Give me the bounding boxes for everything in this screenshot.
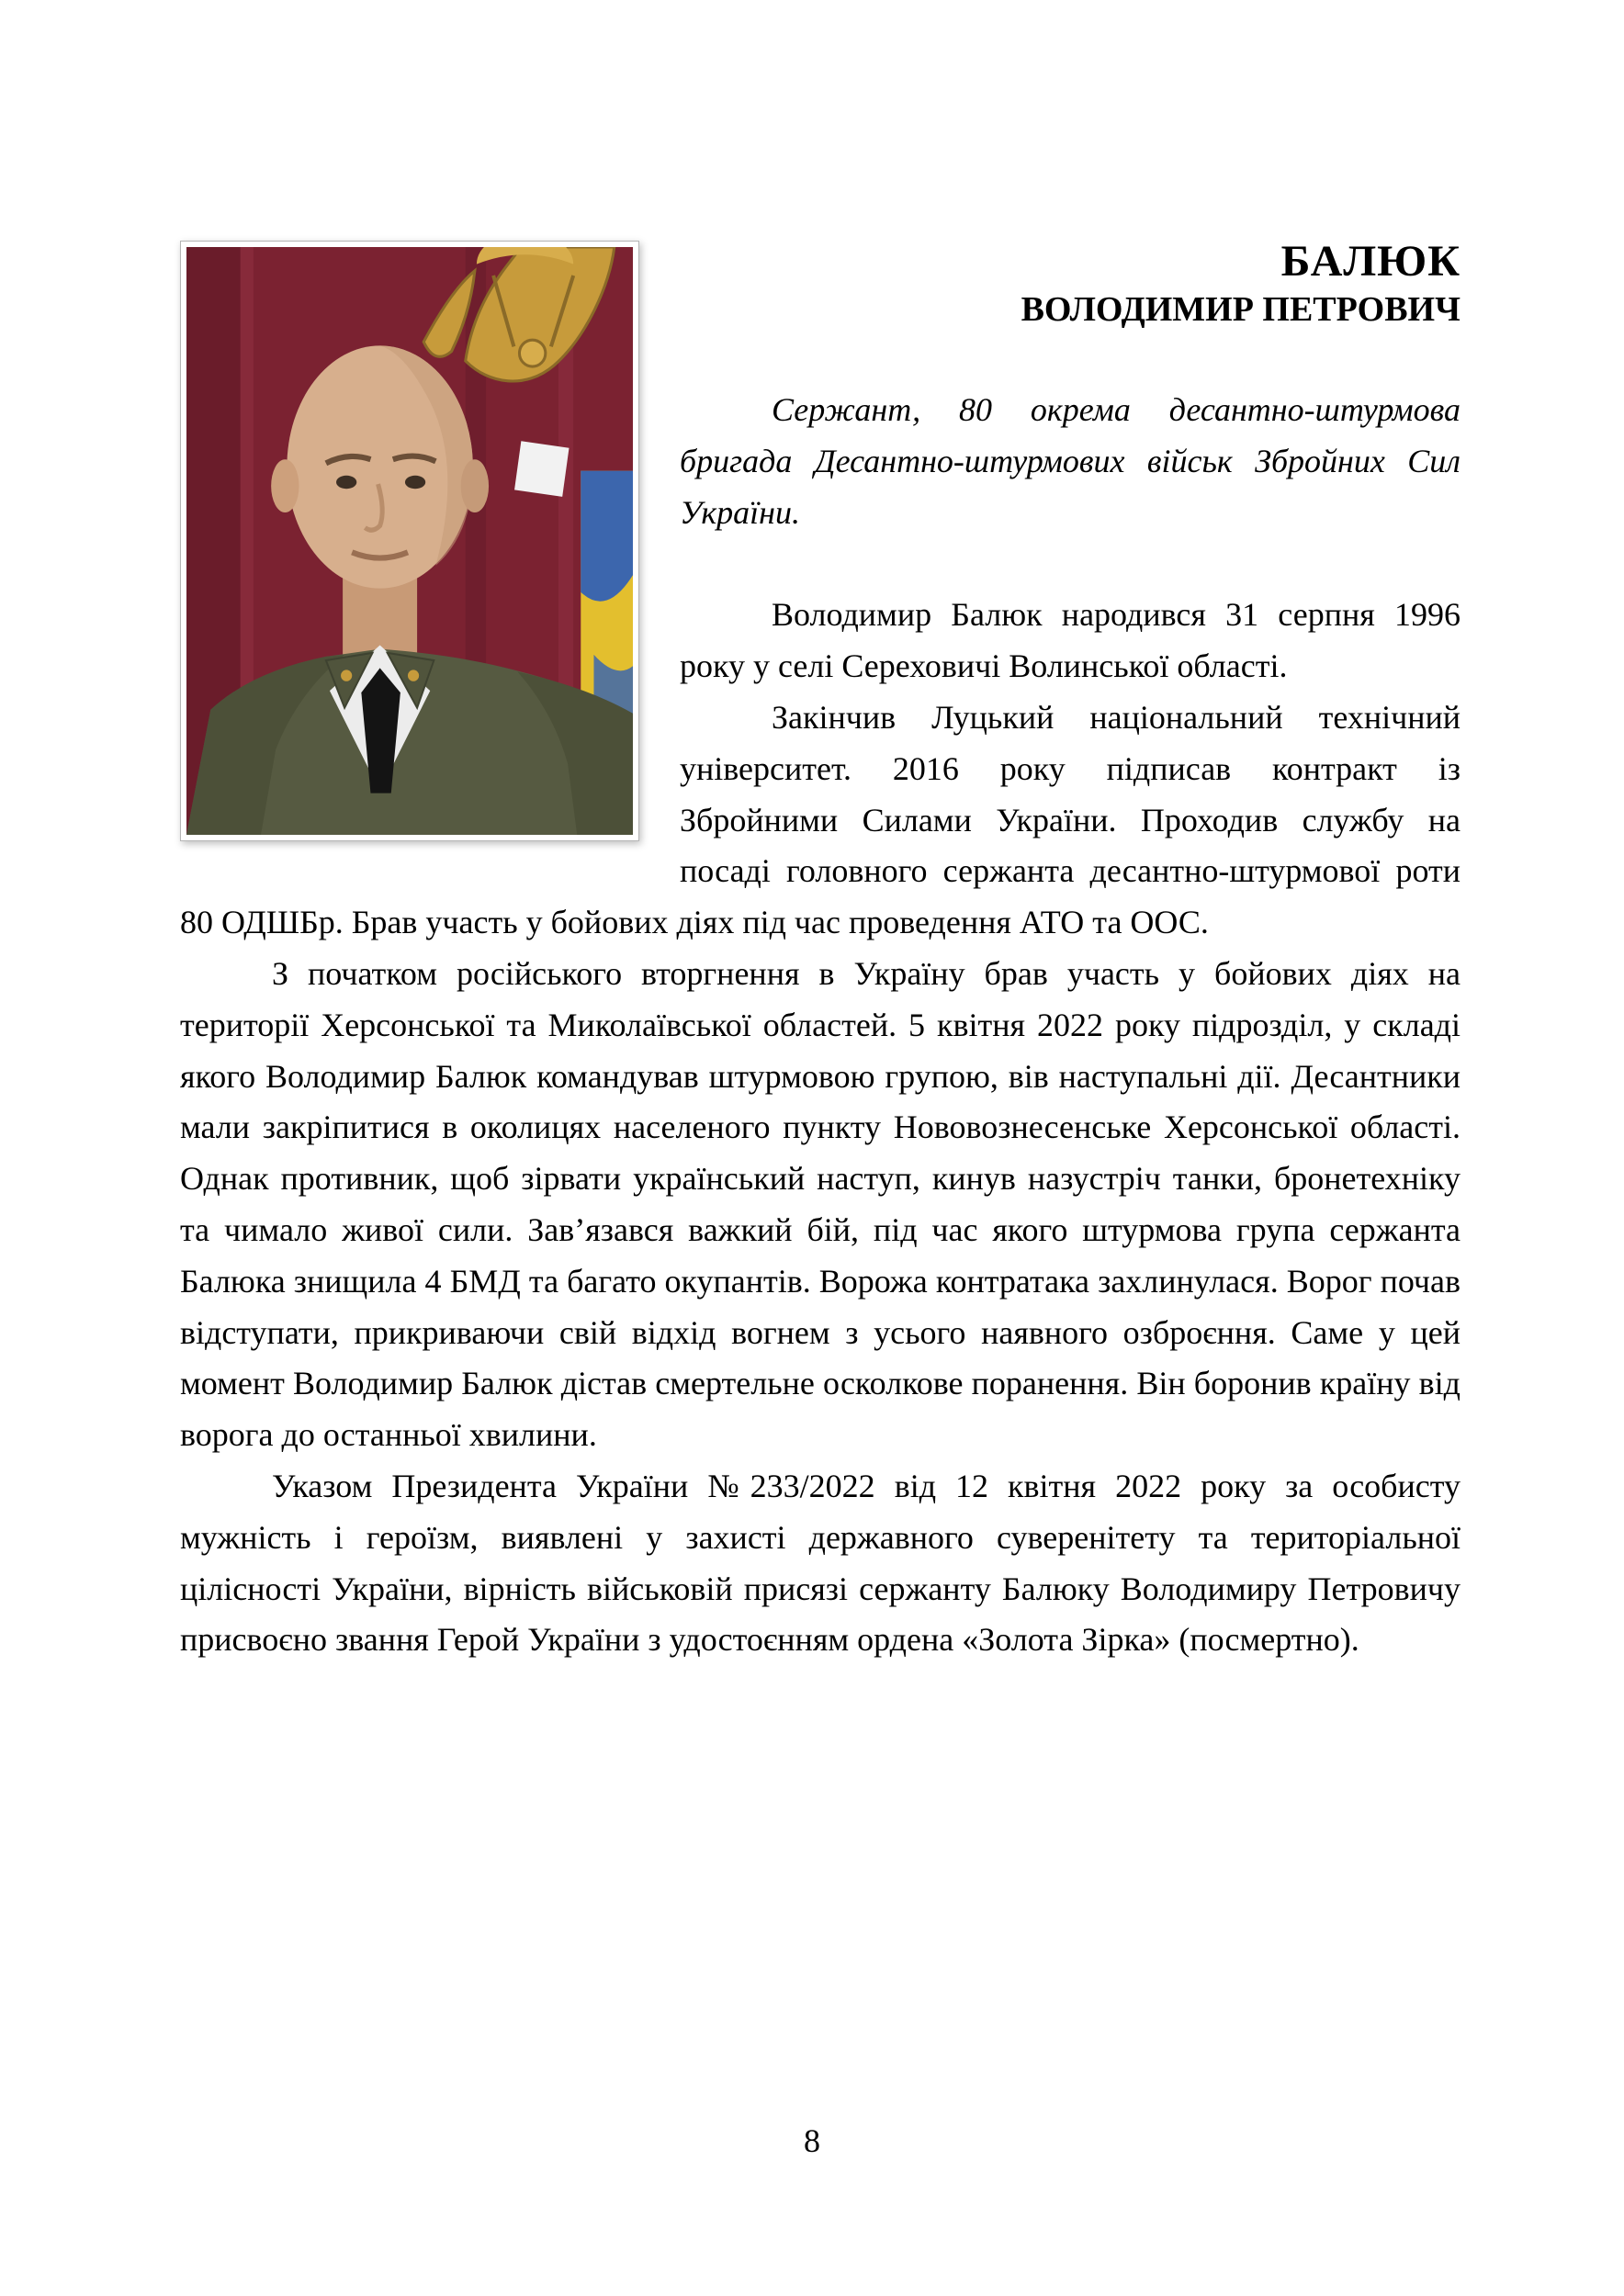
bio-paragraph-service: Закінчив Луцький національний технічний університет. 2016 року підписав контракт із Збройними Силами України. Проходив службу на посаді головного сержанта десантно-штурмової роти 80 ОДШБр. Брав участь у бойових діях під час проведення АТО та ООС. (180, 699, 1460, 941)
rank-description: Сержант, 80 окрема десантно-штурмова бригада Десантно-штурмових військ Збройних Сил України. (680, 391, 1460, 531)
hero-fullname-subtitle: ВОЛОДИМИР ПЕТРОВИЧ (1021, 289, 1460, 329)
page-number: 8 (804, 2122, 820, 2159)
bio-paragraph-combat: З початком російського вторгнення в Україну брав участь у бойових діях на території Херсонської та Миколаївської областей. 5 квітня 2022 року підрозділ, у складі якого Володимир Балюк командував штурмовою групою, вів наступальні дії. Десантники мали закріпитися в околицях населеного пункту Нововознесенське Херсонської області. Однак противник, щоб зірвати український наступ, кинув назустріч танки, бронетехніку та чимало живої сили. Зав’язався важкий бій, під час якого штурмова група сержанта Балюка знищила 4 БМД та багато окупантів. Ворожа контратака захлинулася. Ворог почав відступати, прикриваючи свій відхід вогнем з усього наявного озброєння. Саме у цей момент Володимир Балюк дістав смертельне осколкове поранення. Він боронив країну від ворога до останньої хвилини. (180, 955, 1460, 1454)
page-content (180, 235, 1460, 1666)
bio-paragraph-decree: Указом Президента України №233/2022 від 12 квітня 2022 року за особисту мужність і героїзм, виявлені у захисті державного суверенітету та територіальної цілісності України, вірність військовій присязі сержанту Балюку Володимиру Петровичу присвоєно звання Герой України з удостоєнням ордена «Золота Зірка» (посмертно). (180, 1468, 1460, 1659)
bio-paragraph-birth: Володимир Балюк народився 31 серпня 1996 року у селі Сереховичі Волинської області. (680, 596, 1460, 685)
soldier-portrait-image (186, 247, 633, 835)
hero-surname-title: БАЛЮК (1280, 237, 1460, 286)
flag-tag (514, 441, 569, 497)
soldier-photo (180, 241, 639, 841)
